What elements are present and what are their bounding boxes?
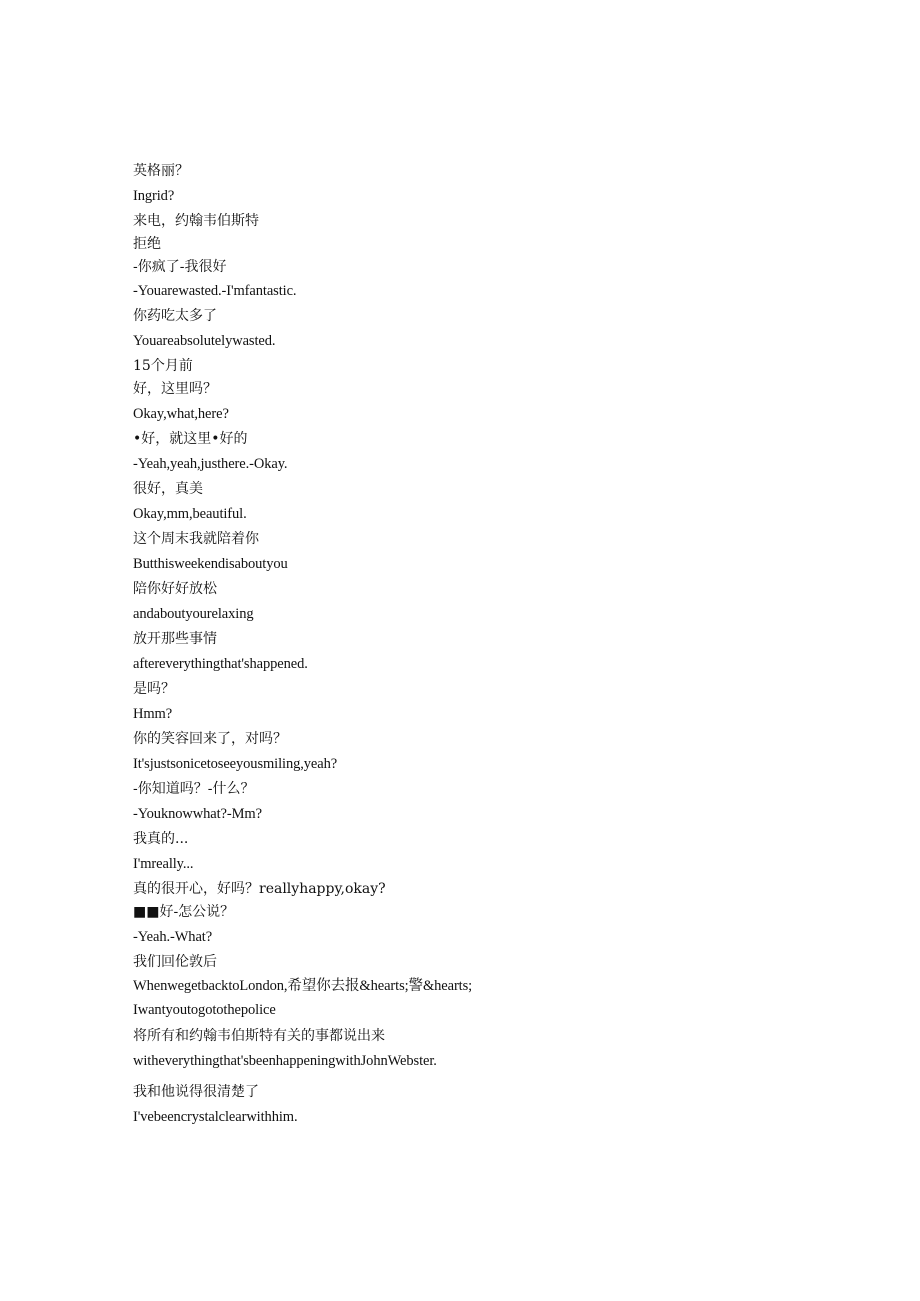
text-line: •好，就这里•好的 [133,431,248,447]
text-line: -Youarewasted.-I'mfantastic. [133,283,297,299]
text-line: WhenwegetbacktoLondon,希望你去报&hearts;警&hearts; [133,978,473,994]
text-line: Youareabsolutelywasted. [133,333,276,349]
text-line: 陪你好好放松 [133,581,217,597]
text-line: It'sjustsonicetoseeyousmiling,yeah? [133,756,338,772]
text-line: I'mreally... [133,856,194,872]
text-line: 这个周末我就陪着你 [133,531,259,547]
text-line: -Yeah.-What? [133,929,213,945]
text-line: 真的很开心，好吗？reallyhappy,okay? [133,881,386,897]
text-line: 15个月前 [133,358,193,374]
text-line: I'vebeencrystalclearwithhim. [133,1109,298,1125]
text-line: Okay,mm,beautiful. [133,506,247,522]
text-line: 将所有和约翰韦伯斯特有关的事都说出来 [133,1028,385,1044]
text-line: 来电，约翰韦伯斯特 [133,213,259,229]
text-line: Iwantyoutogotothepolice [133,1002,276,1018]
text-line: witheverythingthat'sbeenhappeningwithJohnWebster. [133,1053,437,1069]
text-line: 很好，真美 [133,481,203,497]
text-line: -你知道吗？-什么？ [133,781,255,797]
text-line: Hmm? [133,706,173,722]
text-line: andaboutyourelaxing [133,606,254,622]
text-line: 英格丽？ [133,163,189,179]
text-line: aftereverythingthat'shappened. [133,656,308,672]
text-line: Butthisweekendisaboutyou [133,556,288,572]
text-line: -Yeah,yeah,justhere.-Okay. [133,456,288,472]
text-line: 是吗？ [133,681,175,697]
text-line: -你疯了-我很好 [133,259,227,275]
text-line: 我们回伦敦后 [133,954,217,970]
text-line: 我真的... [133,831,189,847]
text-line: Ingrid? [133,188,175,204]
text-line: 我和他说得很清楚了 [133,1084,259,1100]
text-line: 你的笑容回来了，对吗？ [133,731,287,747]
text-line: 放开那些事情 [133,631,217,647]
text-line: 你药吃太多了 [133,308,217,324]
text-line: 拒绝 [133,236,161,252]
text-line: 好，这里吗？ [133,381,217,397]
text-line: -Youknowwhat?-Mm? [133,806,262,822]
text-line: ■■好-怎公说？ [133,904,235,920]
text-line: Okay,what,here? [133,406,229,422]
